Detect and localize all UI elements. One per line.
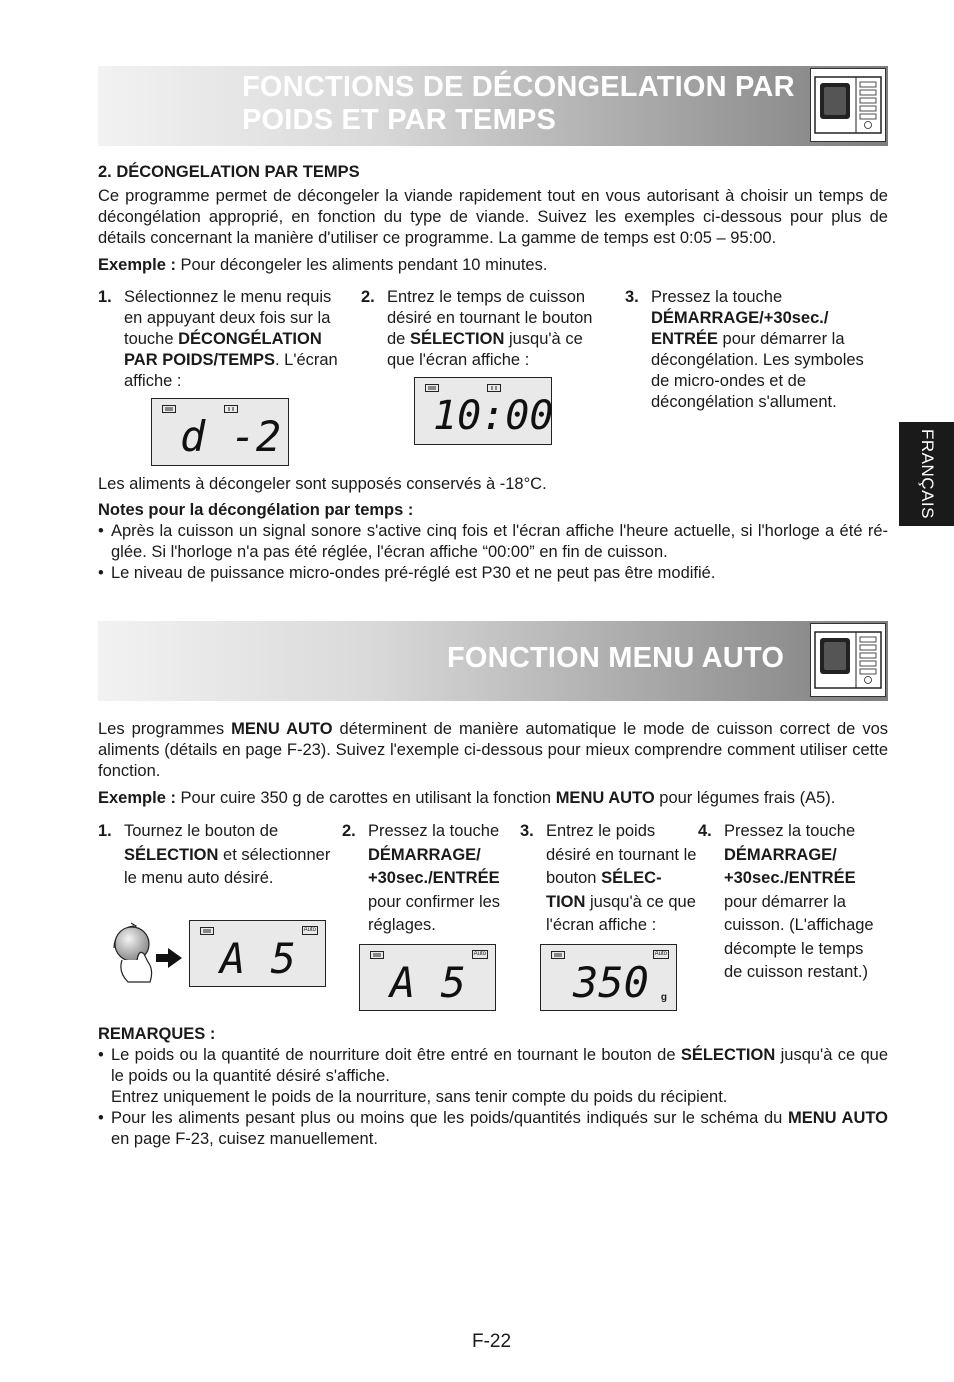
auto-indicator: Auto (473, 951, 486, 957)
list-item: • Le niveau de puissance micro-ondes pré-réglé est P30 et ne peut pas être modifié. (98, 563, 888, 584)
auto-example-line: Exemple : Pour cuire 350 g de carottes en utilisant la fonction MENU AUTO pour légumes frais (A5). (98, 789, 836, 807)
microwave-indicator-icon (425, 384, 439, 392)
display-value: 350 (573, 958, 649, 1007)
section-banner-defrost (98, 66, 888, 146)
microwave-indicator-icon (200, 927, 214, 935)
intro-paragraph: Ce programme permet de décongeler la viande rapidement tout en vous autorisant à choisir un temps de décongélation approprié, en fonction du type de viande. Suivez les exemples ci-dessous pour plus de détails concernant la manière d'utiliser ce programme. La gamme de temps est 0:05 – 95:00. (98, 187, 888, 247)
lcd-display (359, 944, 496, 1011)
notes-list (98, 521, 888, 584)
display-value: 10:00 (433, 393, 554, 439)
microwave-indicator-icon (551, 951, 565, 959)
auto-indicator: Auto (654, 951, 667, 957)
defrost-indicator-icon (487, 384, 501, 392)
remarks-heading: REMARQUES : (98, 1025, 216, 1043)
display-value: d -2 (180, 412, 282, 461)
microwave-indicator-icon (162, 405, 176, 413)
unit-label: g (660, 992, 667, 1003)
display-value: A 5 (220, 934, 296, 983)
subheading: 2. DÉCONGELATION PAR TEMPS (98, 163, 360, 181)
display-value: A 5 (390, 958, 466, 1007)
section-title: FONCTIONS DE DÉCONGELATION PAR POIDS ET PAR TEMPS (242, 71, 795, 136)
section-title: FONCTION MENU AUTO (447, 642, 785, 674)
selection-knob-icon (104, 918, 186, 988)
microwave-indicator-icon (370, 951, 384, 959)
notes-heading: Notes pour la décongélation par temps : (98, 501, 414, 519)
microwave-icon (810, 68, 886, 142)
auto-indicator: Auto (303, 927, 316, 933)
lcd-display (151, 398, 289, 466)
lcd-display (414, 377, 552, 445)
section-banner-auto-menu (98, 621, 888, 701)
microwave-icon (810, 623, 886, 697)
list-item: • Après la cuisson un signal sonore s'active cinq fois et l'écran affiche l'heure actuelle, si l'horloge a été ré- glée. Si l'horloge n'a pas été réglée, l'écran affiche “00:00” en fin de cuisson. (98, 521, 888, 563)
example-line: Exemple : Pour décongeler les aliments pendant 10 minutes. (98, 256, 548, 274)
lcd-display (189, 920, 326, 987)
language-tab: FRANÇAIS (899, 422, 954, 526)
remarks-list (98, 1045, 888, 1150)
lcd-display (540, 944, 677, 1011)
list-item: • Le poids ou la quantité de nourriture doit être entré en tournant le bouton de SÉLECTION jusqu'à ce que le poids ou la quantité désiré s'affiche. Entrez uniquement le poids de la nourriture, sans tenir compte du poids du récipient. (98, 1045, 888, 1108)
page-number: F-22 (472, 1331, 512, 1352)
storage-note: Les aliments à décongeler sont supposés conservés à -18°C. (98, 475, 547, 493)
list-item: • Pour les aliments pesant plus ou moins que les poids/quantités indiqués sur le schéma du MENU AUTO en page F-23, cuisez manuellement. (98, 1108, 888, 1150)
auto-intro-paragraph: Les programmes MENU AUTO déterminent de manière automatique le mode de cuisson correct de vos aliments (détails en page F-23). Suivez l'exemple ci-dessous pour mieux comprendre comment utiliser cette fonction. (98, 720, 888, 780)
